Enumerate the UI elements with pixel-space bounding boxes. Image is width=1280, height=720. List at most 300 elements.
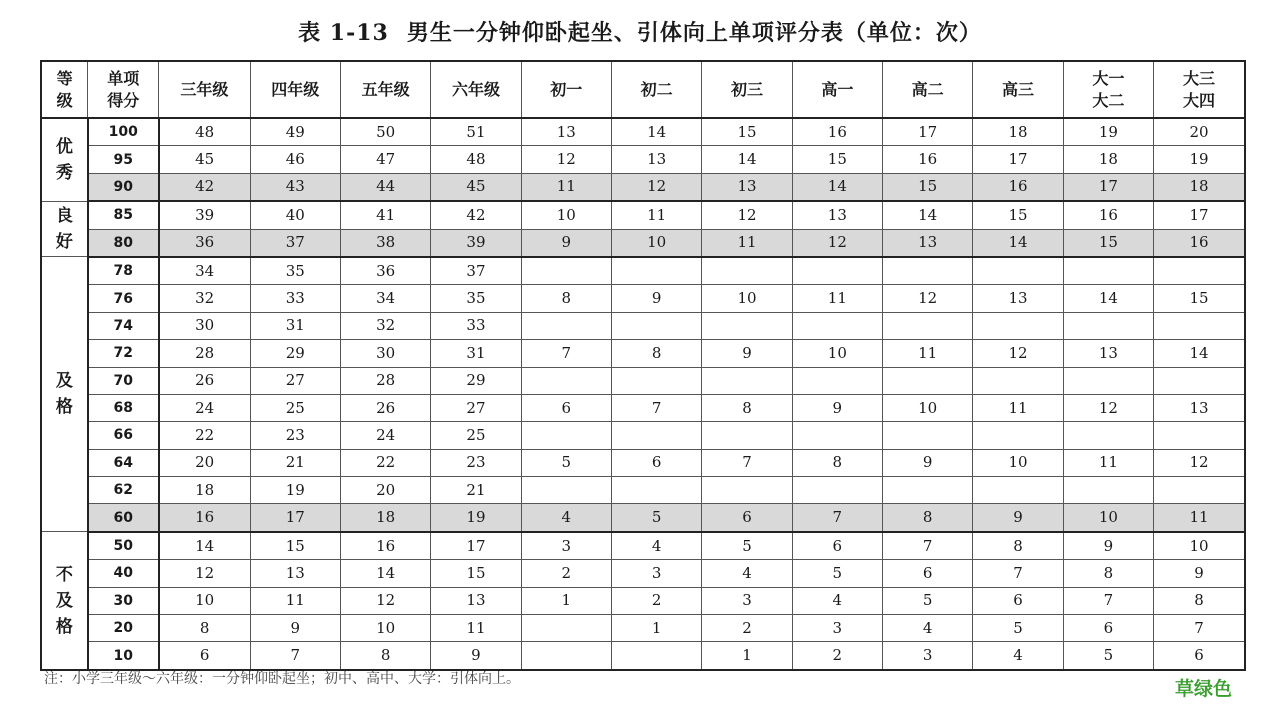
value-cell: 48 [159, 118, 250, 146]
value-cell: 12 [1154, 449, 1245, 476]
value-cell: 11 [431, 615, 521, 642]
value-cell: 1 [521, 587, 611, 614]
value-cell: 11 [792, 285, 882, 312]
value-cell [1154, 257, 1245, 285]
value-cell: 8 [792, 449, 882, 476]
value-cell: 9 [1063, 532, 1153, 560]
value-cell: 19 [1063, 118, 1153, 146]
value-cell: 8 [1154, 587, 1245, 614]
value-cell: 6 [159, 642, 250, 670]
value-cell: 4 [611, 532, 701, 560]
value-cell: 12 [340, 587, 430, 614]
header-level: 等 级 [41, 61, 88, 118]
value-cell: 19 [1154, 146, 1245, 173]
value-cell: 28 [159, 340, 250, 367]
value-cell: 12 [883, 285, 973, 312]
score-cell: 68 [88, 394, 159, 421]
value-cell: 3 [611, 560, 701, 587]
value-cell: 16 [159, 504, 250, 532]
value-cell: 14 [702, 146, 792, 173]
score-cell: 90 [88, 173, 159, 201]
score-table [40, 60, 1246, 671]
value-cell: 6 [883, 560, 973, 587]
value-cell [611, 312, 701, 339]
value-cell: 7 [1063, 587, 1153, 614]
value-cell: 7 [1154, 615, 1245, 642]
header-grade: 六年级 [431, 61, 521, 118]
table-row [41, 394, 1245, 421]
value-cell [792, 477, 882, 504]
value-cell: 6 [1154, 642, 1245, 670]
value-cell: 37 [431, 257, 521, 285]
value-cell: 2 [611, 587, 701, 614]
value-cell: 37 [250, 229, 340, 257]
value-cell: 7 [521, 340, 611, 367]
value-cell: 8 [883, 504, 973, 532]
value-cell: 6 [1063, 615, 1153, 642]
value-cell [973, 477, 1063, 504]
value-cell: 4 [883, 615, 973, 642]
value-cell [611, 642, 701, 670]
value-cell: 8 [340, 642, 430, 670]
score-cell: 62 [88, 477, 159, 504]
value-cell: 10 [521, 201, 611, 229]
score-cell: 95 [88, 146, 159, 173]
score-cell: 40 [88, 560, 159, 587]
table-row [41, 560, 1245, 587]
value-cell [702, 477, 792, 504]
value-cell [792, 367, 882, 394]
value-cell: 6 [792, 532, 882, 560]
table-row [41, 504, 1245, 532]
value-cell: 24 [340, 422, 430, 449]
value-cell: 24 [159, 394, 250, 421]
value-cell: 33 [250, 285, 340, 312]
value-cell: 2 [521, 560, 611, 587]
value-cell: 11 [611, 201, 701, 229]
value-cell: 17 [883, 118, 973, 146]
value-cell: 39 [431, 229, 521, 257]
value-cell: 9 [611, 285, 701, 312]
table-row [41, 615, 1245, 642]
header-grade: 五年级 [340, 61, 430, 118]
value-cell: 15 [250, 532, 340, 560]
score-cell: 60 [88, 504, 159, 532]
value-cell: 26 [340, 394, 430, 421]
value-cell: 8 [611, 340, 701, 367]
value-cell: 10 [973, 449, 1063, 476]
value-cell: 34 [159, 257, 250, 285]
value-cell: 23 [431, 449, 521, 476]
value-cell: 2 [702, 615, 792, 642]
table-row [41, 532, 1245, 560]
value-cell: 15 [702, 118, 792, 146]
level-cell: 良 好 [41, 201, 88, 257]
value-cell: 5 [973, 615, 1063, 642]
value-cell [973, 422, 1063, 449]
value-cell: 3 [883, 642, 973, 670]
value-cell: 7 [702, 449, 792, 476]
value-cell: 12 [521, 146, 611, 173]
value-cell: 15 [1063, 229, 1153, 257]
value-cell: 6 [973, 587, 1063, 614]
value-cell: 6 [611, 449, 701, 476]
value-cell: 34 [340, 285, 430, 312]
value-cell: 4 [702, 560, 792, 587]
value-cell: 27 [250, 367, 340, 394]
value-cell: 7 [792, 504, 882, 532]
level-cell: 不 及 格 [41, 532, 88, 670]
value-cell: 31 [250, 312, 340, 339]
value-cell: 33 [431, 312, 521, 339]
score-cell: 78 [88, 257, 159, 285]
value-cell: 9 [521, 229, 611, 257]
header-grade: 三年级 [159, 61, 250, 118]
value-cell [1063, 422, 1153, 449]
value-cell: 49 [250, 118, 340, 146]
value-cell: 16 [883, 146, 973, 173]
value-cell: 14 [340, 560, 430, 587]
table-row [41, 257, 1245, 285]
value-cell: 25 [250, 394, 340, 421]
value-cell: 1 [702, 642, 792, 670]
score-cell: 72 [88, 340, 159, 367]
value-cell: 11 [1154, 504, 1245, 532]
value-cell [702, 367, 792, 394]
header-grade: 初三 [702, 61, 792, 118]
value-cell: 21 [431, 477, 521, 504]
value-cell: 9 [883, 449, 973, 476]
value-cell: 15 [883, 173, 973, 201]
value-cell: 8 [521, 285, 611, 312]
value-cell: 51 [431, 118, 521, 146]
value-cell: 27 [431, 394, 521, 421]
header-grade: 初一 [521, 61, 611, 118]
value-cell [702, 312, 792, 339]
value-cell: 40 [250, 201, 340, 229]
value-cell: 50 [340, 118, 430, 146]
value-cell: 32 [159, 285, 250, 312]
value-cell [521, 257, 611, 285]
value-cell: 23 [250, 422, 340, 449]
table-title [0, 16, 1280, 47]
value-cell: 4 [973, 642, 1063, 670]
value-cell: 41 [340, 201, 430, 229]
header-grade: 大三 大四 [1154, 61, 1245, 118]
value-cell: 17 [431, 532, 521, 560]
value-cell: 20 [1154, 118, 1245, 146]
value-cell: 42 [431, 201, 521, 229]
value-cell: 11 [521, 173, 611, 201]
value-cell: 13 [792, 201, 882, 229]
value-cell: 16 [792, 118, 882, 146]
value-cell [973, 312, 1063, 339]
value-cell: 14 [1154, 340, 1245, 367]
value-cell: 17 [250, 504, 340, 532]
value-cell: 8 [702, 394, 792, 421]
value-cell: 10 [792, 340, 882, 367]
value-cell [1063, 477, 1153, 504]
value-cell [702, 422, 792, 449]
value-cell [1063, 257, 1153, 285]
value-cell: 22 [340, 449, 430, 476]
score-cell: 80 [88, 229, 159, 257]
table-row [41, 367, 1245, 394]
value-cell: 3 [521, 532, 611, 560]
value-cell: 16 [340, 532, 430, 560]
value-cell: 12 [973, 340, 1063, 367]
value-cell: 8 [1063, 560, 1153, 587]
value-cell: 45 [431, 173, 521, 201]
value-cell [521, 642, 611, 670]
value-cell: 30 [340, 340, 430, 367]
value-cell [521, 367, 611, 394]
value-cell [611, 257, 701, 285]
value-cell: 13 [1063, 340, 1153, 367]
value-cell: 35 [250, 257, 340, 285]
value-cell [521, 422, 611, 449]
value-cell: 10 [702, 285, 792, 312]
value-cell: 15 [431, 560, 521, 587]
value-cell: 17 [1063, 173, 1153, 201]
value-cell: 5 [521, 449, 611, 476]
value-cell: 25 [431, 422, 521, 449]
value-cell: 9 [431, 642, 521, 670]
header-grade: 四年级 [250, 61, 340, 118]
watermark: 草绿色 [1174, 678, 1232, 700]
value-cell: 18 [159, 477, 250, 504]
value-cell: 13 [250, 560, 340, 587]
value-cell: 12 [611, 173, 701, 201]
value-cell: 9 [250, 615, 340, 642]
value-cell: 1 [611, 615, 701, 642]
value-cell: 32 [340, 312, 430, 339]
value-cell: 45 [159, 146, 250, 173]
value-cell: 15 [1154, 285, 1245, 312]
value-cell: 4 [521, 504, 611, 532]
value-cell: 9 [702, 340, 792, 367]
value-cell [611, 367, 701, 394]
value-cell: 48 [431, 146, 521, 173]
value-cell: 44 [340, 173, 430, 201]
value-cell [521, 615, 611, 642]
value-cell: 2 [792, 642, 882, 670]
value-cell: 3 [792, 615, 882, 642]
value-cell: 43 [250, 173, 340, 201]
value-cell: 14 [1063, 285, 1153, 312]
value-cell: 39 [159, 201, 250, 229]
value-cell: 21 [250, 449, 340, 476]
value-cell: 13 [973, 285, 1063, 312]
value-cell [1063, 312, 1153, 339]
value-cell: 10 [1063, 504, 1153, 532]
value-cell: 7 [250, 642, 340, 670]
value-cell: 10 [1154, 532, 1245, 560]
value-cell: 29 [250, 340, 340, 367]
value-cell [883, 477, 973, 504]
header-grade: 初二 [611, 61, 701, 118]
score-cell: 85 [88, 201, 159, 229]
value-cell: 18 [1154, 173, 1245, 201]
value-cell: 10 [883, 394, 973, 421]
value-cell: 8 [973, 532, 1063, 560]
table-body [41, 118, 1245, 670]
table-row [41, 642, 1245, 670]
header-row [41, 61, 1245, 118]
value-cell: 30 [159, 312, 250, 339]
value-cell: 28 [340, 367, 430, 394]
score-cell: 76 [88, 285, 159, 312]
value-cell: 14 [883, 201, 973, 229]
table-row [41, 587, 1245, 614]
value-cell: 20 [340, 477, 430, 504]
score-cell: 74 [88, 312, 159, 339]
value-cell: 15 [792, 146, 882, 173]
value-cell [792, 257, 882, 285]
value-cell: 12 [1063, 394, 1153, 421]
value-cell: 46 [250, 146, 340, 173]
value-cell: 18 [340, 504, 430, 532]
value-cell [883, 257, 973, 285]
value-cell: 10 [340, 615, 430, 642]
value-cell [973, 257, 1063, 285]
score-cell: 10 [88, 642, 159, 670]
value-cell: 7 [883, 532, 973, 560]
value-cell: 13 [702, 173, 792, 201]
value-cell: 10 [159, 587, 250, 614]
value-cell: 5 [702, 532, 792, 560]
score-cell: 50 [88, 532, 159, 560]
value-cell: 11 [883, 340, 973, 367]
value-cell: 11 [1063, 449, 1153, 476]
value-cell: 38 [340, 229, 430, 257]
header-grade: 高一 [792, 61, 882, 118]
table-row [41, 449, 1245, 476]
value-cell: 6 [521, 394, 611, 421]
table-row [41, 173, 1245, 201]
value-cell: 11 [702, 229, 792, 257]
table-title-text: 男生一分钟仰卧起坐、引体向上单项评分表（单位：次） [406, 20, 982, 46]
value-cell: 13 [521, 118, 611, 146]
value-cell: 9 [792, 394, 882, 421]
value-cell: 14 [611, 118, 701, 146]
value-cell: 7 [973, 560, 1063, 587]
value-cell [1154, 477, 1245, 504]
table-row [41, 229, 1245, 257]
value-cell: 13 [611, 146, 701, 173]
header-grade: 大一 大二 [1063, 61, 1153, 118]
value-cell [883, 367, 973, 394]
value-cell [792, 312, 882, 339]
value-cell: 11 [973, 394, 1063, 421]
value-cell [792, 422, 882, 449]
footnote: 注：小学三年级～六年级：一分钟仰卧起坐；初中、高中、大学：引体向上。 [44, 671, 520, 687]
value-cell: 17 [973, 146, 1063, 173]
value-cell: 18 [1063, 146, 1153, 173]
value-cell [1154, 312, 1245, 339]
value-cell: 16 [973, 173, 1063, 201]
value-cell: 4 [792, 587, 882, 614]
value-cell: 17 [1154, 201, 1245, 229]
value-cell: 13 [1154, 394, 1245, 421]
score-cell: 66 [88, 422, 159, 449]
value-cell: 19 [250, 477, 340, 504]
value-cell: 16 [1063, 201, 1153, 229]
score-cell: 20 [88, 615, 159, 642]
table-row [41, 477, 1245, 504]
value-cell: 22 [159, 422, 250, 449]
score-cell: 100 [88, 118, 159, 146]
level-cell: 及 格 [41, 257, 88, 532]
value-cell: 3 [702, 587, 792, 614]
value-cell [1154, 367, 1245, 394]
table-row [41, 340, 1245, 367]
value-cell: 7 [611, 394, 701, 421]
score-cell: 64 [88, 449, 159, 476]
header-score: 单项 得分 [88, 61, 159, 118]
value-cell: 31 [431, 340, 521, 367]
value-cell: 35 [431, 285, 521, 312]
value-cell: 9 [1154, 560, 1245, 587]
table-row [41, 201, 1245, 229]
value-cell [1154, 422, 1245, 449]
value-cell: 5 [792, 560, 882, 587]
score-cell: 70 [88, 367, 159, 394]
value-cell [521, 477, 611, 504]
table-row [41, 422, 1245, 449]
value-cell: 18 [973, 118, 1063, 146]
value-cell: 14 [792, 173, 882, 201]
value-cell: 9 [973, 504, 1063, 532]
value-cell: 11 [250, 587, 340, 614]
value-cell: 15 [973, 201, 1063, 229]
value-cell: 14 [159, 532, 250, 560]
value-cell [521, 312, 611, 339]
table-row [41, 118, 1245, 146]
table-number: 表 1-13 [298, 20, 389, 46]
value-cell: 16 [1154, 229, 1245, 257]
table-row [41, 312, 1245, 339]
value-cell [611, 477, 701, 504]
value-cell [611, 422, 701, 449]
value-cell [973, 367, 1063, 394]
value-cell: 5 [1063, 642, 1153, 670]
level-cell: 优 秀 [41, 118, 88, 201]
value-cell: 20 [159, 449, 250, 476]
value-cell: 36 [340, 257, 430, 285]
value-cell: 26 [159, 367, 250, 394]
value-cell: 13 [431, 587, 521, 614]
value-cell: 47 [340, 146, 430, 173]
table-row [41, 146, 1245, 173]
header-grade: 高二 [883, 61, 973, 118]
value-cell [702, 257, 792, 285]
score-cell: 30 [88, 587, 159, 614]
value-cell [883, 422, 973, 449]
value-cell: 12 [702, 201, 792, 229]
value-cell: 12 [792, 229, 882, 257]
value-cell [1063, 367, 1153, 394]
value-cell: 6 [702, 504, 792, 532]
value-cell [883, 312, 973, 339]
value-cell: 14 [973, 229, 1063, 257]
value-cell: 12 [159, 560, 250, 587]
value-cell: 10 [611, 229, 701, 257]
value-cell: 42 [159, 173, 250, 201]
value-cell: 36 [159, 229, 250, 257]
value-cell: 8 [159, 615, 250, 642]
table-row [41, 285, 1245, 312]
